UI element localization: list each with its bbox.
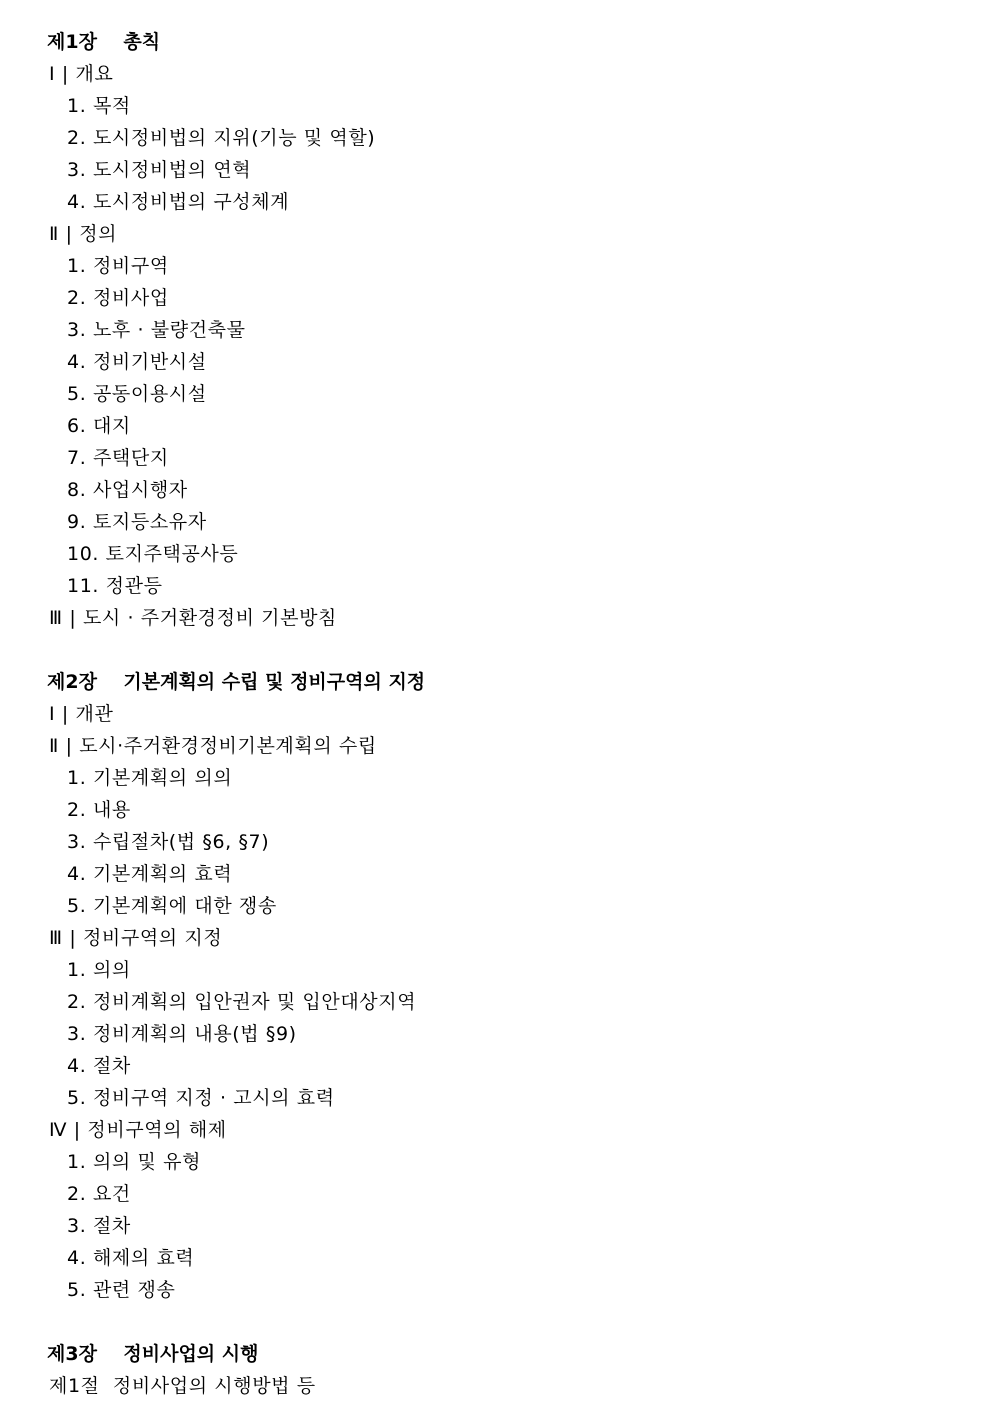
section-heading: Ⅲ | 도시 · 주거환경정비 기본방침: [49, 607, 337, 629]
toc-item: 8. 사업시행자: [67, 479, 188, 501]
toc-item: 1. 목적: [67, 95, 131, 117]
toc-item: 4. 절차: [67, 1055, 131, 1077]
section-heading: 제1절 정비사업의 시행방법 등: [49, 1375, 316, 1397]
section-heading: Ⅳ | 정비구역의 해제: [49, 1119, 227, 1141]
chapter-heading: 제3장 정비사업의 시행: [47, 1343, 259, 1365]
toc-item: 3. 노후 · 불량건축물: [67, 319, 246, 341]
toc-item: 1. 기본계획의 의의: [67, 767, 233, 789]
toc-item: 10. 토지주택공사등: [67, 543, 239, 565]
toc-item: 5. 기본계획에 대한 쟁송: [67, 895, 277, 917]
toc-item: 7. 주택단지: [67, 447, 169, 469]
toc-item: 4. 해제의 효력: [67, 1247, 195, 1269]
toc-item: 2. 요건: [67, 1183, 131, 1205]
toc-item: 2. 정비사업: [67, 287, 169, 309]
chapter-heading: 제2장 기본계획의 수립 및 정비구역의 지정: [47, 671, 426, 693]
toc-item: 3. 도시정비법의 연혁: [67, 159, 252, 181]
toc-item: 1. 의의: [67, 959, 131, 981]
toc-item: 1. 의의 및 유형: [67, 1151, 202, 1173]
toc-item: 9. 토지등소유자: [67, 511, 207, 533]
toc-item: 4. 기본계획의 효력: [67, 863, 233, 885]
section-heading: Ⅱ | 정의: [49, 223, 118, 245]
section-heading: Ⅰ | 개요: [49, 63, 114, 85]
blank-line: [0, 1306, 992, 1338]
chapter-heading: 제1장 총칙: [47, 31, 161, 53]
section-heading: Ⅱ | 도시·주거환경정비기본계획의 수립: [49, 735, 377, 757]
toc-item: 2. 정비계획의 입안권자 및 입안대상지역: [67, 991, 417, 1013]
toc-item: 6. 대지: [67, 415, 131, 437]
toc-item: 4. 도시정비법의 구성체계: [67, 191, 290, 213]
blank-line: [0, 634, 992, 666]
table-of-contents: [0, 26, 992, 1402]
toc-item: 11. 정관등: [67, 575, 163, 597]
toc-item: 2. 내용: [67, 799, 131, 821]
toc-item: 3. 절차: [67, 1215, 131, 1237]
toc-item: 3. 정비계획의 내용(법 §9): [67, 1023, 297, 1045]
toc-item: 4. 정비기반시설: [67, 351, 207, 373]
toc-item: 1. 정비구역: [67, 255, 169, 277]
section-heading: Ⅲ | 정비구역의 지정: [49, 927, 223, 949]
toc-item: 5. 정비구역 지정 · 고시의 효력: [67, 1087, 335, 1109]
section-heading: Ⅰ | 개관: [49, 703, 114, 725]
toc-item: 5. 관련 쟁송: [67, 1279, 176, 1301]
toc-item: 2. 도시정비법의 지위(기능 및 역할): [67, 127, 376, 149]
toc-item: 5. 공동이용시설: [67, 383, 207, 405]
toc-item: 3. 수립절차(법 §6, §7): [67, 831, 270, 853]
